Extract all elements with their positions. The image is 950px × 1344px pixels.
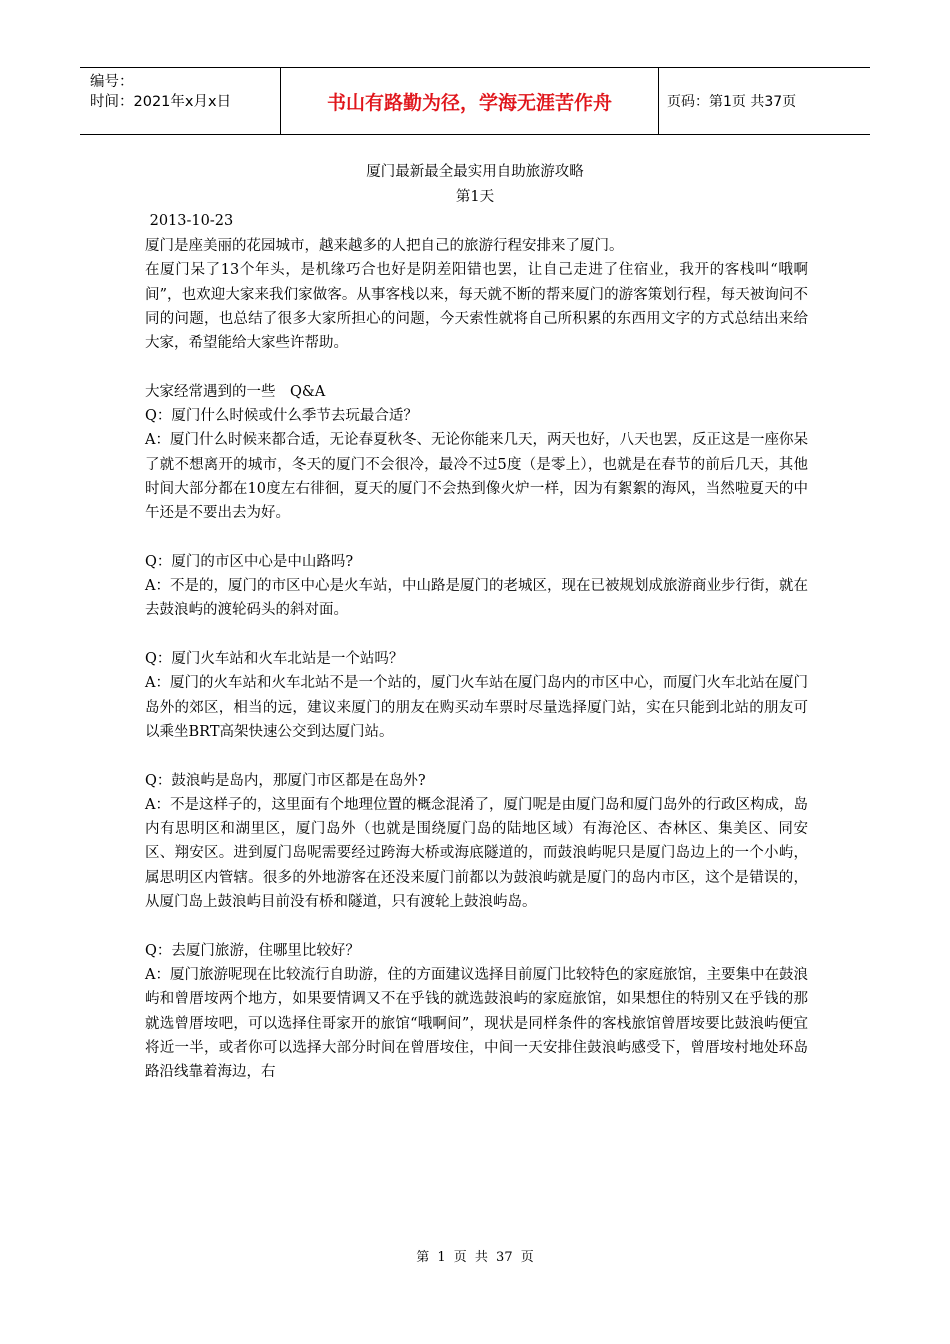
paragraph: A：厦门什么时候来都合适，无论春夏秋冬、无论你能来几天，两天也好，八天也罢，反正这是一座你呆了就不想离开的城市，冬天的厦门不会很冷，最冷不过5度（是零上），也就是在春节的前后几天，其他时间大部分都在10度左右徘徊，夏天的厦门不会热到像火炉一样，因为有絮絮的海风，当然啦夏天的中午还是不要出去为好。	[145, 432, 808, 522]
number-label: 编号：	[90, 74, 134, 90]
paragraph-gap	[145, 526, 808, 550]
page-footer: 第 1 页 共 37 页	[416, 1250, 534, 1265]
document-date: 2013-10-23	[145, 213, 234, 229]
paragraph: A：厦门的火车站和火车北站不是一个站的，厦门火车站在厦门岛内的市区中心，而厦门火车北站在厦门岛外的郊区，相当的远，建议来厦门的朋友在购买动车票时尽量选择厦门站，实在只能到北站的朋友可以乘坐BRT高架快速公交到达厦门站。	[145, 675, 808, 740]
motto: 书山有路勤为径，学海无涯苦作舟	[326, 91, 612, 114]
header-meta-cell	[80, 68, 281, 134]
paragraph: Q：鼓浪屿是岛内，那厦门市区都是在岛外?	[145, 772, 426, 789]
header-table	[80, 67, 870, 135]
paragraph-gap	[145, 914, 808, 938]
header-motto-cell	[281, 68, 659, 134]
paragraph: Q：厦门火车站和火车北站是一个站吗？	[145, 651, 404, 668]
paragraph: 厦门是座美丽的花园城市，越来越多的人把自己的旅游行程安排来了厦门。	[145, 238, 624, 254]
day-heading: 第1天	[455, 189, 495, 205]
document-body	[145, 234, 808, 1084]
header-page-cell	[659, 68, 870, 134]
paragraph: A：厦门旅游呢现在比较流行自助游，住的方面建议选择目前厦门比较特色的家庭旅馆，主要集中在鼓浪屿和曾厝垵两个地方，如果要情调又不在乎钱的就选鼓浪屿的家庭旅馆，如果想住的特别又在乎钱的那就选曾厝垵吧，可以选择住哥家开的旅馆“哦啊间”，现状是同样条件的客栈旅馆曾厝垵要比鼓浪屿便宜将近一半，或者你可以选择大部分时间在曾厝垵住，中间一天安排住鼓浪屿感受下，曾厝垵村地处环岛路沿线靠着海边，右	[145, 966, 808, 1081]
paragraph: Q：厦门的市区中心是中山路吗?	[145, 553, 354, 570]
paragraph: A：不是的，厦门的市区中心是火车站，中山路是厦门的老城区，现在已被规划成旅游商业步行街，就在去鼓浪屿的渡轮码头的斜对面。	[145, 578, 808, 619]
date-label: 时间：2021年x月x日	[90, 94, 232, 110]
paragraph-gap	[145, 355, 808, 379]
paragraph: A：不是这样子的，这里面有个地理位置的概念混淆了，厦门呢是由厦门岛和厦门岛外的行政区构成，岛内有思明区和湖里区，厦门岛外（也就是围绕厦门岛的陆地区域）有海沧区、杏林区、集美区、同安区、翔安区。进到厦门岛呢需要经过跨海大桥或海底隧道的，而鼓浪屿呢只是厦门岛边上的一个小屿，属思明区内管辖。很多的外地游客在还没来厦门前都以为鼓浪屿就是厦门的岛内市区，这个是错误的，从厦门岛上鼓浪屿目前没有桥和隧道，只有渡轮上鼓浪屿岛。	[145, 796, 808, 911]
document-title: 厦门最新最全最实用自助旅游攻略	[366, 164, 584, 180]
paragraph: Q：厦门什么时候或什么季节去玩最合适？	[145, 408, 418, 425]
paragraph: 在厦门呆了13个年头，是机缘巧合也好是阴差阳错也罢，让自己走进了住宿业，我开的客栈叫“哦啊间”，也欢迎大家来我们家做客。从事客栈以来，每天就不断的帮来厦门的游客策划行程，每天被询问不同的问题，也总结了很多大家所担心的问题，今天索性就将自己所积累的东西用文字的方式总结出来给大家，希望能给大家些许帮助。	[145, 262, 808, 352]
paragraph-gap	[145, 623, 808, 647]
paragraph: Q：去厦门旅游，住哪里比较好？	[145, 942, 360, 959]
paragraph: 大家经常遇到的一些 Q&A	[145, 383, 326, 400]
paragraph-gap	[145, 744, 808, 768]
page-label: 页码：第1页 共37页	[667, 94, 797, 110]
